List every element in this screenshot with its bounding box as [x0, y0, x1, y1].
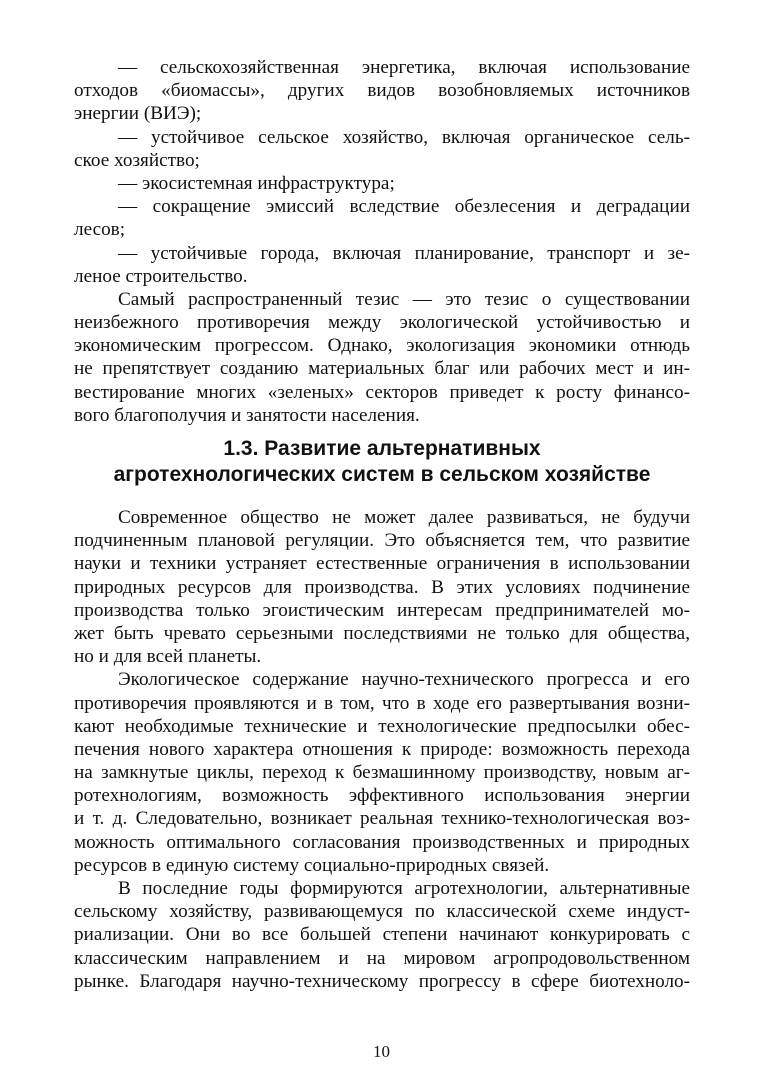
- list-block: [74, 56, 690, 427]
- text-line: на замкнутые циклы, переход к безмашинному производству, новым аг-: [74, 762, 690, 784]
- text-line: В последние годы формируются агротехнологии, альтернативные: [118, 878, 690, 899]
- text-line: отходов «биомассы», других видов возобновляемых источников: [74, 80, 690, 102]
- page-number: 10: [373, 1042, 390, 1061]
- text-line: Экологическое содержание научно-технического прогресса и его: [118, 669, 690, 691]
- text-line: можность оптимального согласования производственных и природных: [74, 831, 690, 853]
- text-line: и т. д. Следовательно, возникает реальная технико-технологическая воз-: [74, 808, 690, 830]
- text-line: экономическим прогрессом. Однако, экологизация экономики отнюдь: [74, 335, 690, 357]
- text-line: лесов;: [74, 219, 126, 241]
- text-line: — сельскохозяйственная энергетика, включая использование: [118, 57, 690, 78]
- text-line: Современное общество не может далее развиваться, не будучи: [118, 507, 690, 528]
- text-line: вестирование многих «зеленых» секторов приведет к росту финансо-: [74, 381, 690, 403]
- text-line: неизбежного противоречия между экологической устойчивостью и: [74, 312, 690, 334]
- text-line: ресурсов в единую систему социально-природных связей.: [74, 854, 550, 876]
- text-line: энергии (ВИЭ);: [74, 103, 202, 125]
- text-line: сельскому хозяйству, развивающемуся по классической схеме индуст-: [74, 901, 690, 923]
- text-line: леное строительство.: [74, 265, 248, 287]
- text-line: ское хозяйство;: [74, 149, 200, 171]
- text-line: противоречия проявляются и в том, что в ходе его развертывания возни-: [74, 692, 690, 714]
- text-line: риализации. Они во все большей степени начинают конкурировать с: [74, 924, 690, 946]
- text-line: подчиненным плановой регуляции. Это объясняется тем, что развитие: [74, 530, 690, 552]
- text-line: — экосистемная инфраструктура;: [118, 172, 395, 194]
- text-line: ротехнологиям, возможность эффективного использования энергии: [74, 785, 690, 807]
- section-heading: [74, 436, 690, 488]
- text-line: но и для всей планеты.: [74, 646, 262, 668]
- text-line: производства только эгоистическим интересам предпринимателей мо-: [74, 599, 690, 621]
- text-line: — устойчивое сельское хозяйство, включая органическое сель-: [118, 126, 690, 148]
- body-block: [74, 506, 690, 993]
- text-line: вого благополучия и занятости населения.: [74, 404, 420, 426]
- text-line: Самый распространенный тезис — это тезис о существовании: [118, 288, 690, 310]
- text-line: науки и техники устраняет естественные ограничения в использовании: [74, 553, 690, 575]
- section-title-line-2: агротехнологических систем в сельском хозяйстве: [113, 463, 651, 486]
- text-line: — сокращение эмиссий вследствие обезлесения и деградации: [118, 196, 690, 218]
- text-line: рынке. Благодаря научно-техническому прогрессу в сфере биотехноло-: [74, 970, 690, 992]
- text-line: не препятствует созданию материальных благ или рабочих мест и ин-: [74, 358, 690, 380]
- text-line: печения нового характера отношения к природе: возможность перехода: [74, 738, 690, 760]
- text-line: классическим направлением и на мировом агропродовольственном: [74, 947, 690, 969]
- page-content: [74, 56, 690, 993]
- section-title-line-1: 1.3. Развитие альтернативных: [223, 437, 541, 460]
- text-line: кают необходимые технические и технологические предпосылки обес-: [74, 715, 690, 737]
- text-line: природных ресурсов для производства. В этих условиях подчинение: [74, 576, 690, 598]
- text-line: — устойчивые города, включая планирование, транспорт и зе-: [118, 242, 690, 264]
- text-line: жет быть чревато серьезными последствиями не только для общества,: [74, 622, 690, 644]
